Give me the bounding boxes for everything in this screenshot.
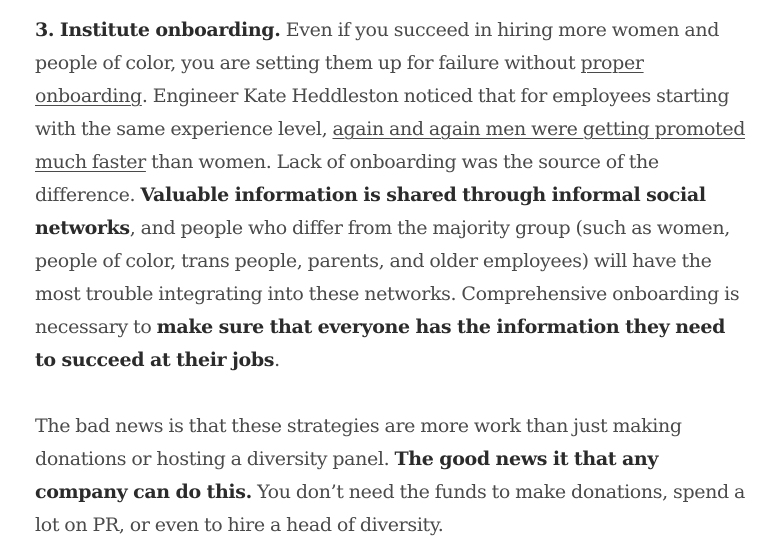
men-promoted-faster-link[interactable]: again and again men were getting promoted much faster: [35, 118, 746, 173]
bold-phrase: Valuable information is shared through informal social networks: [35, 184, 706, 239]
text-segment: , and people who differ from the majority group (such as women, people of color, trans people, parents, and older employees) will have the most trouble integrating into these networks. Comprehensive onboarding is necessary to: [35, 217, 740, 338]
bold-phrase: make sure that everyone has the information they need to succeed at their jobs: [35, 316, 726, 371]
text-segment: than women. Lack of onboarding was the source of the difference.: [35, 151, 659, 206]
article-body: [35, 14, 747, 542]
paragraph-good-news: [35, 410, 747, 542]
text-segment: The bad news is that these strategies are more work than just making donations or hosting a diversity panel.: [35, 415, 682, 470]
text-segment: Even if you succeed in hiring more women and people of color, you are setting them up for failure without: [35, 19, 720, 74]
section-heading: 3. Institute onboarding.: [35, 19, 281, 41]
bold-phrase: The good news it that any company can do this.: [35, 448, 659, 503]
text-segment: .: [274, 349, 280, 371]
text-segment: . Engineer Kate Heddleston noticed that for employees starting with the same experience level,: [35, 85, 730, 140]
text-segment: You don’t need the funds to make donations, spend a lot on PR, or even to hire a head of diversity.: [35, 481, 746, 536]
paragraph-onboarding: [35, 14, 747, 377]
proper-onboarding-link[interactable]: proper onboarding: [35, 52, 644, 107]
